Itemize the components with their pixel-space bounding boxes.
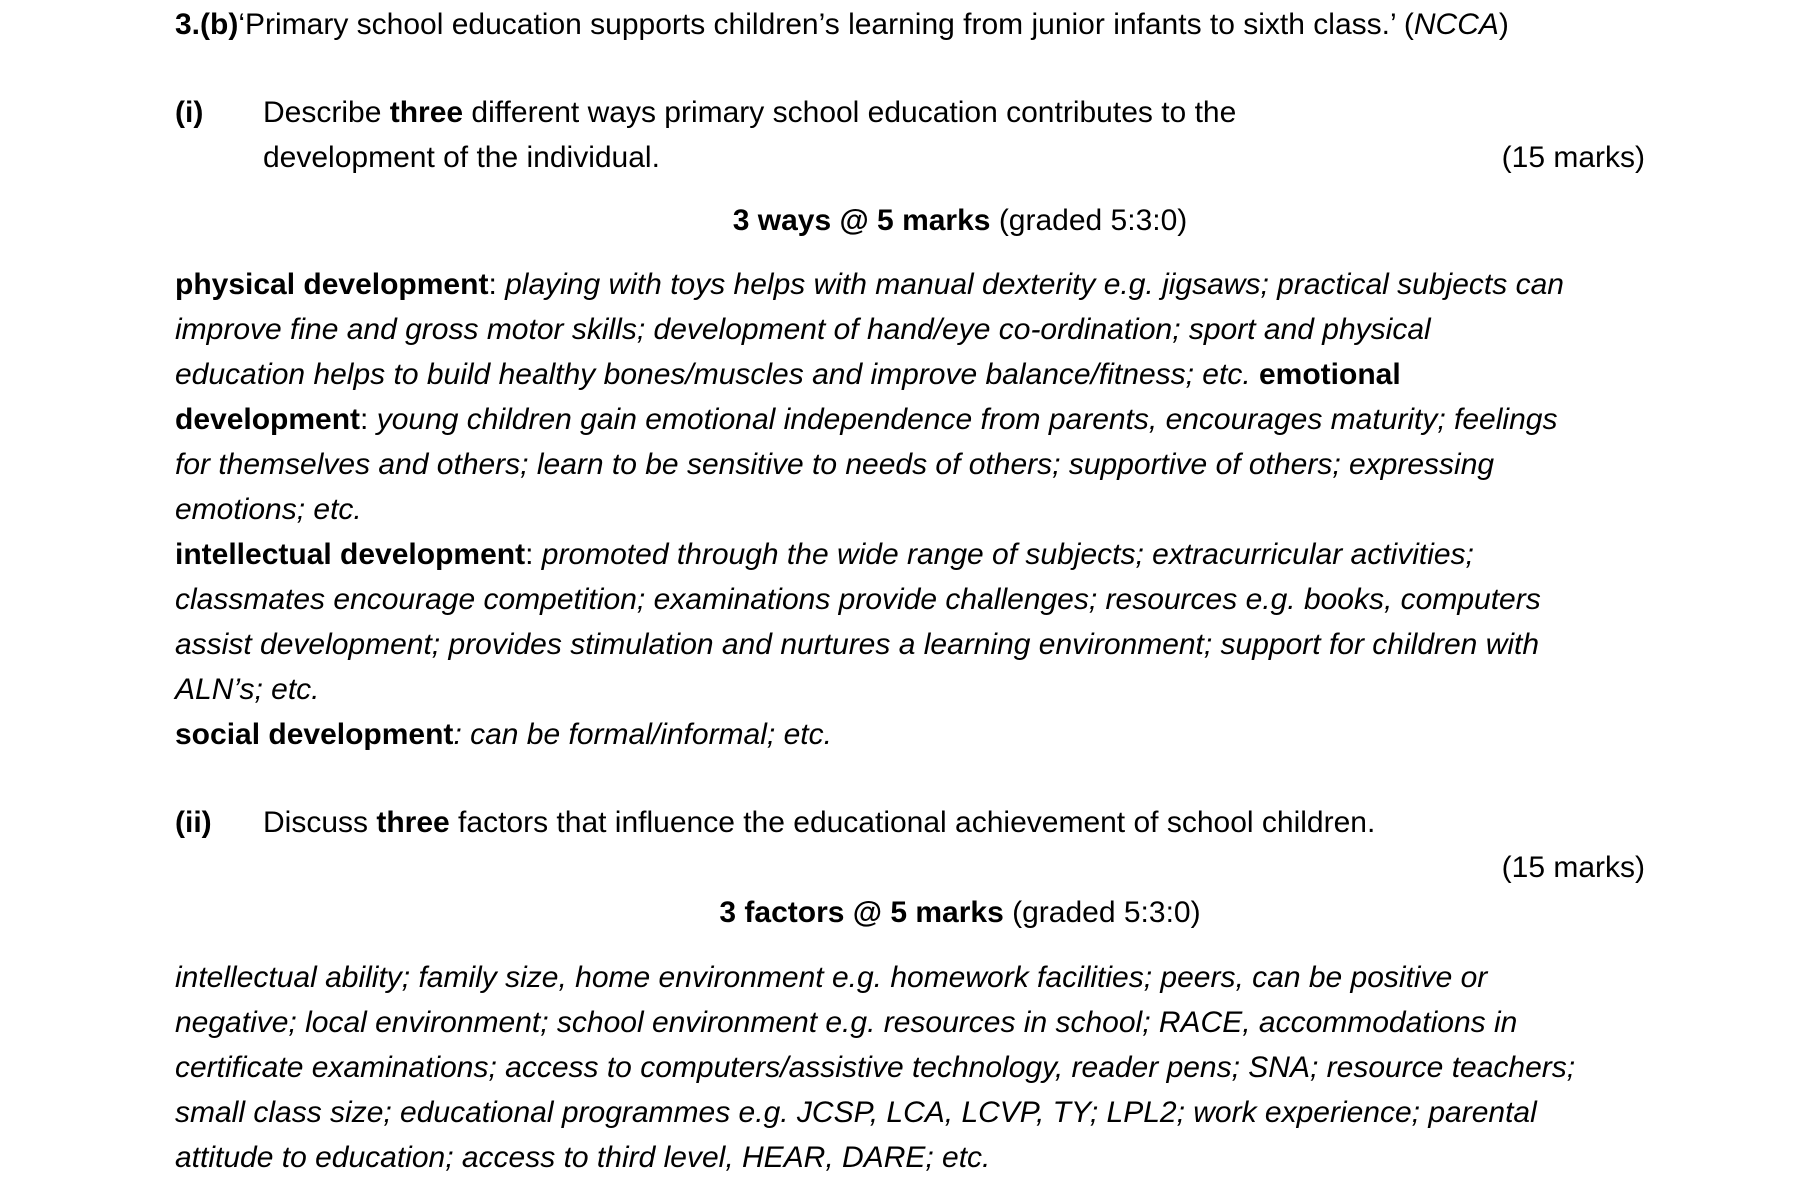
answer-line: ALN’s; etc.: [175, 673, 320, 706]
answer-line: physical development: playing with toys helps with manual dexterity e.g. jigsaws; practical subjects can: [175, 268, 1564, 301]
part-i-label: (i): [175, 96, 204, 129]
part-i-text-after: different ways primary school education contributes to the: [463, 96, 1237, 129]
part-i-scheme-bold: 3 ways @ 5 marks: [732, 204, 991, 237]
physical-text: education helps to build healthy bones/muscles and improve balance/fitness; etc.: [175, 358, 1259, 391]
part-i-text-bold: three: [389, 96, 464, 129]
answer-line: certificate examinations; access to computers/assistive technology, reader pens; SNA; resource teachers;: [175, 1051, 1576, 1084]
part-i-scheme-rest: (graded 5:3:0): [990, 204, 1188, 237]
part-ii-answers: [175, 955, 1745, 1180]
part-ii-scheme-rest: (graded 5:3:0): [1003, 896, 1201, 929]
social-heading: social development: [175, 718, 454, 751]
answer-line: attitude to education; access to third level, HEAR, DARE; etc.: [175, 1141, 991, 1174]
question-source: NCCA: [1413, 8, 1499, 41]
question-number: 3.(b): [175, 8, 239, 41]
intellectual-text: promoted through the wide range of subjects; extracurricular activities;: [541, 538, 1474, 571]
answer-line: development: young children gain emotional independence from parents, encourages maturity; feelings: [175, 403, 1558, 436]
social-text: : can be formal/informal; etc.: [453, 718, 832, 751]
part-i-text-before: Describe: [263, 96, 390, 129]
part-ii-scheme-bold: 3 factors @ 5 marks: [719, 896, 1004, 929]
answer-line: negative; local environment; school environment e.g. resources in school; RACE, accommodations in: [175, 1006, 1518, 1039]
answer-line: emotions; etc.: [175, 493, 362, 526]
physical-heading: physical development: [175, 268, 489, 301]
question-heading: 3.(b)‘Primary school education supports children’s learning from junior infants to sixth class.’ (NCCA): [175, 8, 1509, 41]
answer-line: intellectual ability; family size, home environment e.g. homework facilities; peers, can be positive or: [175, 961, 1488, 994]
answer-line: assist development; provides stimulation and nurtures a learning environment; support for children with: [175, 628, 1540, 661]
answer-line: [175, 352, 1745, 397]
part-i-marking-scheme: [175, 198, 1745, 243]
part-ii-label: (ii): [175, 806, 212, 839]
part-i-question-line1: [263, 90, 1236, 135]
part-ii-question: [263, 800, 1375, 845]
question-quote: ‘Primary school education supports children’s learning from junior infants to sixth class.’: [238, 8, 1396, 41]
part-ii-text-bold: three: [376, 806, 450, 839]
emotional-heading: development: [175, 403, 361, 436]
part-i-marks: (15 marks): [1501, 141, 1645, 174]
part-ii-text-after: factors that influence the educational achievement of school children.: [449, 806, 1376, 839]
physical-text: playing with toys helps with manual dexterity e.g. jigsaws; practical subjects can: [505, 268, 1564, 301]
answer-line: [175, 712, 1745, 757]
answer-line: intellectual development: promoted through the wide range of subjects; extracurricular activities;: [175, 538, 1474, 571]
part-ii-marking-scheme: [175, 890, 1745, 935]
part-i-answers: [175, 262, 1745, 757]
part-ii-text-before: Discuss: [263, 806, 377, 839]
answer-line: classmates encourage competition; examinations provide challenges; resources e.g. books, computers: [175, 583, 1541, 616]
answer-line: small class size; educational programmes e.g. JCSP, LCA, LCVP, TY; LPL2; work experience; parental: [175, 1096, 1537, 1129]
emotional-text: young children gain emotional independence from parents, encourages maturity; feelings: [376, 403, 1558, 436]
part-i-question-line2: development of the individual.: [263, 141, 660, 174]
emotional-heading: emotional: [1258, 358, 1401, 391]
answer-line: for themselves and others; learn to be sensitive to needs of others; supportive of others; expressing: [175, 448, 1495, 481]
answer-line: improve fine and gross motor skills; development of hand/eye co-ordination; sport and physical: [175, 313, 1431, 346]
part-ii-marks: (15 marks): [1501, 851, 1645, 884]
intellectual-heading: intellectual development: [175, 538, 526, 571]
